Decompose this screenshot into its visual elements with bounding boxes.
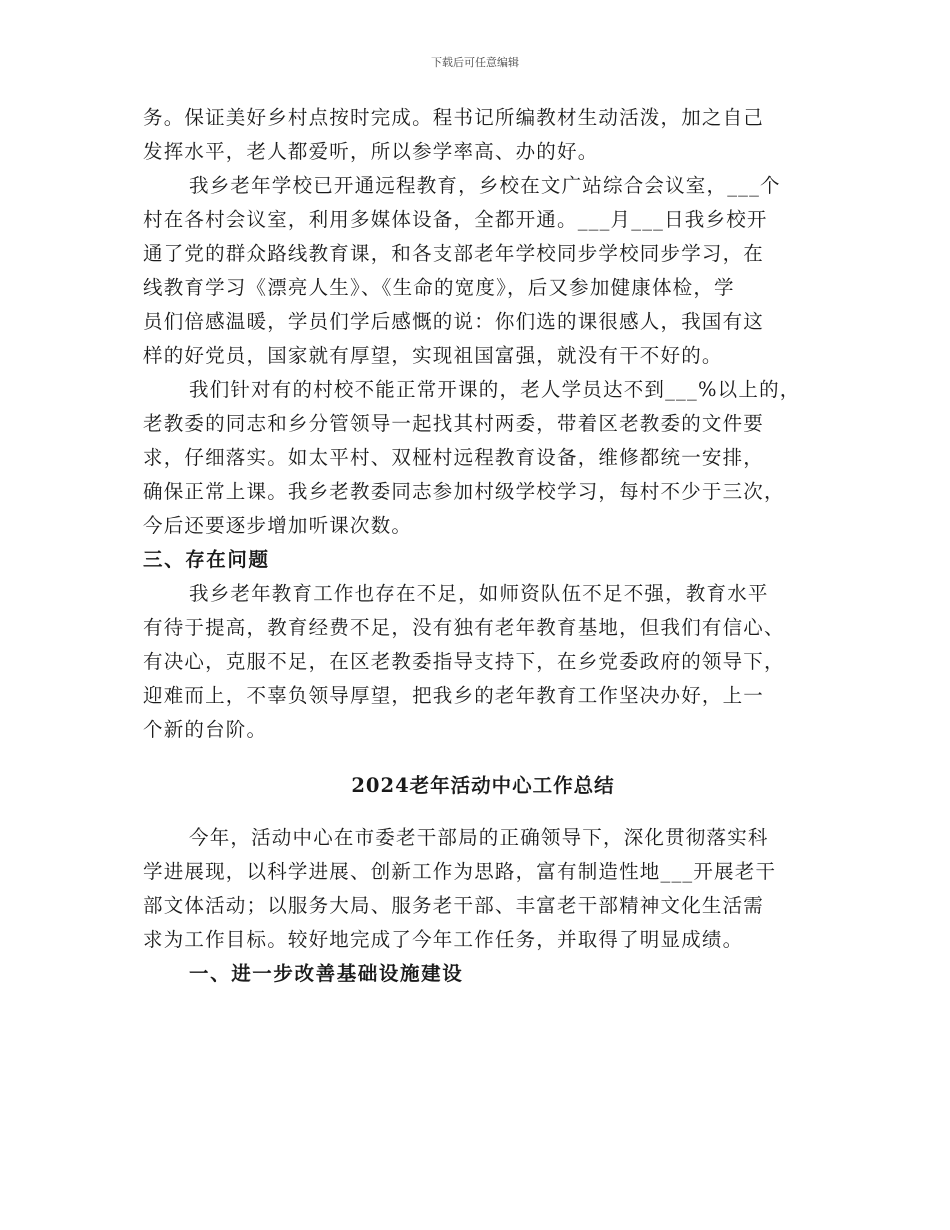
paragraph-line: 确保正常上课。我乡老教委同志参加村级学校学习，每村不少于三次，: [143, 480, 785, 503]
paragraph-line: 学进展现，以科学进展、创新工作为思路，富有制造性地___开展老干: [143, 860, 777, 883]
paragraph-line: 样的好党员，国家就有厚望，实现祖国富强，就没有干不好的。: [143, 344, 723, 367]
paragraph-line: 有决心，克服不足，在区老教委指导支持下，在乡党委政府的领导下，: [143, 650, 785, 673]
paragraph-line: 个新的台阶。: [143, 718, 268, 741]
document-title: 2024老年活动中心工作总结: [351, 774, 615, 797]
paragraph-line: 我乡老年学校已开通远程教育，乡校在文广站综合会议室，___个: [189, 174, 781, 197]
paragraph-line: 我们针对有的村校不能正常开课的，老人学员达不到___%以上的，: [189, 378, 801, 401]
section-heading-infrastructure: 一、进一步改善基础设施建设: [189, 962, 464, 985]
paragraph-line: 通了党的群众路线教育课，和各支部老年学校同步学校同步学习，在: [143, 242, 765, 265]
paragraph-line: 发挥水平，老人都爱听，所以参学率高、办的好。: [143, 140, 599, 163]
paragraph-line: 有待于提高，教育经费不足，没有独有老年教育基地，但我们有信心、: [143, 616, 785, 639]
section-heading-problems: 三、存在问题: [143, 548, 270, 571]
paragraph-line: 务。保证美好乡村点按时完成。程书记所编教材生动活泼，加之自己: [143, 106, 765, 129]
document-body: [143, 101, 823, 991]
paragraph-line: 求为工作目标。较好地完成了今年工作任务，并取得了明显成绩。: [143, 928, 744, 951]
paragraph-line: 部文体活动；以服务大局、服务老干部、丰富老干部精神文化生活需: [143, 894, 765, 917]
paragraph-line: 迎难而上，不辜负领导厚望，把我乡的老年教育工作坚决办好，上一: [143, 684, 765, 707]
paragraph-line: 今年，活动中心在市委老干部局的正确领导下，深化贯彻落实科: [189, 826, 769, 849]
paragraph-line: 我乡老年教育工作也存在不足，如师资队伍不足不强，教育水平: [189, 582, 769, 605]
paragraph-line: 今后还要逐步增加听课次数。: [143, 514, 413, 537]
paragraph-line: 线教育学习《漂亮人生》、《生命的宽度》，后又参加健康体检，学: [143, 276, 735, 299]
paragraph-line: 村在各村会议室，利用多媒体设备，全都开通。___月___日我乡校开: [143, 208, 768, 231]
page-header: 下载后可任意编辑: [431, 56, 519, 69]
paragraph-line: 员们倍感温暖，学员们学后感慨的说：你们选的课很感人，我国有这: [143, 310, 765, 333]
paragraph-line: 求，仔细落实。如太平村、双桠村远程教育设备，维修都统一安排，: [143, 446, 765, 469]
paragraph-line: 老教委的同志和乡分管领导一起找其村两委，带着区老教委的文件要: [143, 412, 765, 435]
